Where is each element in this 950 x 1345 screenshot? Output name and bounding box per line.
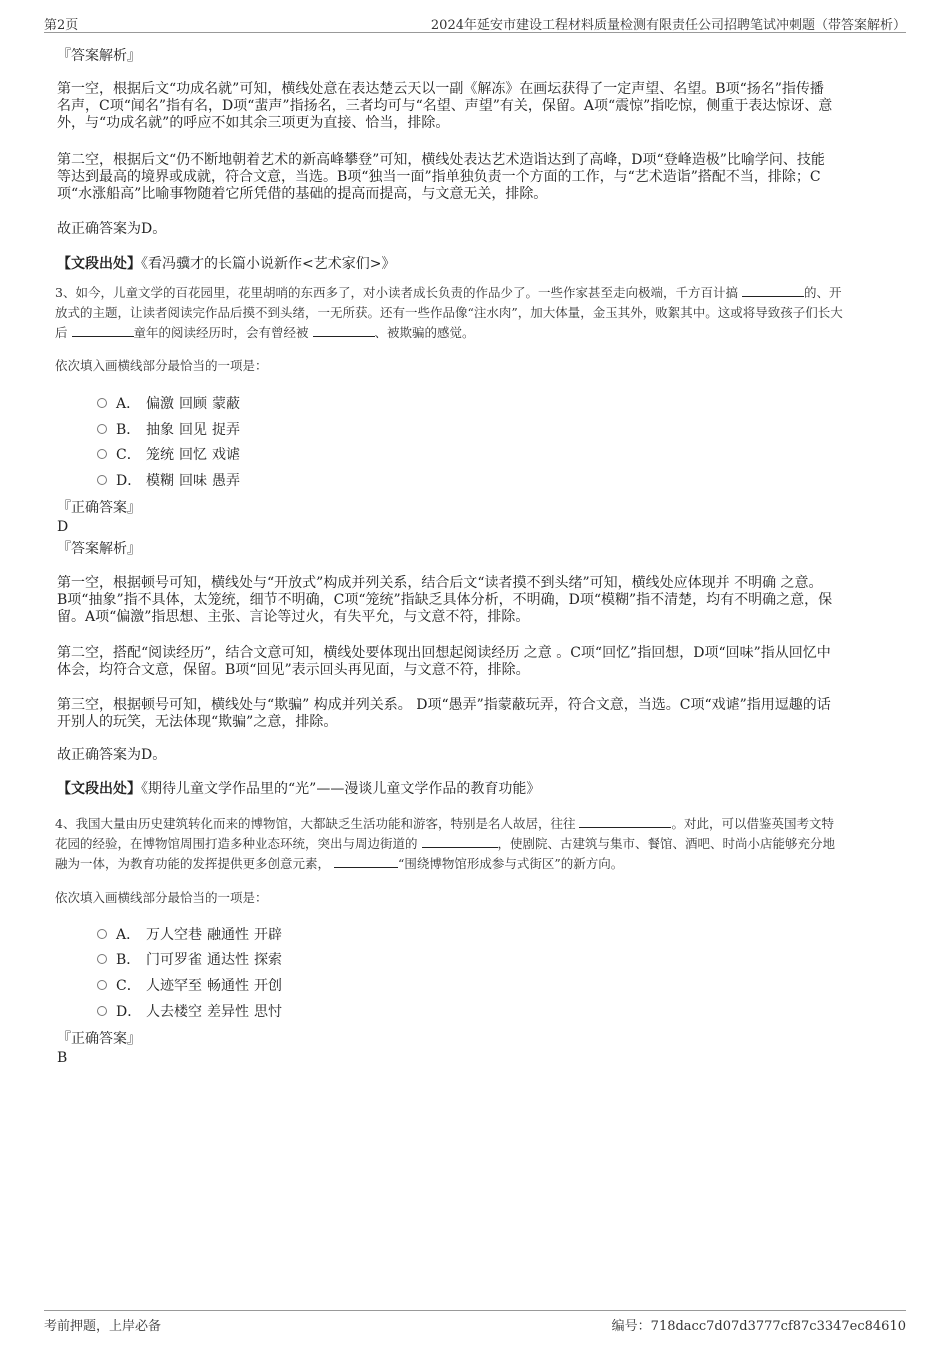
option-b[interactable]: B． 抽象 回见 捉弄 — [97, 420, 245, 440]
source-title: 《期待儿童文学作品里的“光”——漫谈儿童文学作品的教育功能》 — [141, 781, 541, 797]
text-line: 开别人的玩笑，无法体现“欺骗”之意，排除。 — [57, 714, 338, 730]
text-line: 名声，C项“闻名”指有名，D项“蜚声”指扬名，三者均可与“名望、声望”有关，保留。A项“震惊”指吃惊，侧重于表达惊讶、意 — [57, 98, 833, 114]
text-line: 第三空，根据顿号可知，横线处与“欺骗” 构成并列关系。 D项“愚弄”指蒙蔽玩弄，符合文意，当选。C项“戏谑”指用逗趣的话 — [57, 697, 831, 713]
source-title: 《看冯骥才的长篇小说新作<艺术家们>》 — [141, 256, 396, 272]
radio-icon[interactable] — [97, 449, 107, 459]
correct-answer-label: 『正确答案』 — [57, 1031, 141, 1047]
correct-answer: B — [57, 1050, 68, 1066]
text-line: 放式的主题，让读者阅读完作品后摸不到头绪，一无所获。还有一些作品像“注水肉”，加大体量，金玉其外，败絮其中。这或将导致孩子们长大 — [55, 305, 843, 320]
text-line: 第二空，搭配“阅读经历”，结合文意可知，横线处要体现出回想起阅读经历 之意 。C项“回忆”指回想，D项“回味”指从回忆中 — [57, 645, 831, 661]
analysis-paragraph — [57, 697, 888, 731]
radio-icon[interactable] — [97, 398, 107, 408]
option-c[interactable]: C． 人迹罕至 畅通性 开创 — [97, 976, 287, 996]
analysis-paragraph — [57, 575, 888, 626]
radio-icon[interactable] — [97, 980, 107, 990]
footer-slogan: 考前押题，上岸必备 — [44, 1319, 162, 1334]
answer-analysis-label: 『答案解析』 — [57, 48, 141, 64]
fill-blank — [313, 326, 375, 337]
source-citation — [57, 781, 888, 798]
fill-blank — [742, 286, 804, 297]
radio-icon[interactable] — [97, 954, 107, 964]
page-number: 第2页 — [44, 18, 79, 33]
text-line: 留。A项“偏激”指思想、主张、言论等过火，有失平允，与文意不符，排除。 — [57, 609, 530, 625]
radio-icon[interactable] — [97, 424, 107, 434]
analysis-paragraph — [57, 81, 888, 132]
fill-blank — [72, 326, 134, 337]
text-line: B项“抽象”指不具体，太笼统，细节不明确，C项“笼统”指缺乏具体分析，不明确，D项“模糊”指不清楚，均有不明确之意，保 — [57, 592, 833, 608]
text-line: 第一空，根据顿号可知，横线处与“开放式”构成并列关系，结合后文“读者摸不到头绪”可知，横线处应体现并 不明确 之意。 — [57, 575, 823, 591]
analysis-paragraph — [57, 152, 888, 203]
option-a[interactable]: A． 偏激 回顾 蒙蔽 — [97, 394, 245, 414]
question-stem — [55, 814, 902, 874]
question-prompt: 依次填入画横线部分最恰当的一项是： — [55, 358, 268, 373]
document-id: 编号：718dacc7d07d3777cf87c3347ec84610 — [611, 1319, 906, 1334]
text-line: 外，与“功成名就”的呼应不如其余三项更为直接、恰当，排除。 — [57, 115, 450, 131]
text-line: 项“水涨船高”比喻事物随着它所凭借的基础的提高而提高，与文意无关，排除。 — [57, 186, 548, 202]
text-line: 第一空，根据后文“功成名就”可知，横线处意在表达楚云天以一副《解冻》在画坛获得了一定声望、名望。B项“扬名”指传播 — [57, 81, 824, 97]
correct-answer: D — [57, 519, 69, 535]
text-line: 融为一体，为教育功能的发挥提供更多创意元素， “围绕博物馆形成参与式街区”的新方向。 — [55, 856, 624, 871]
text-line: 花园的经验，在博物馆周围打造多种业态环统，突出与周边街道的 ，使剧院、古建筑与集市、餐馆、酒吧、时尚小店能够充分地 — [55, 836, 836, 851]
page-header — [44, 10, 906, 33]
option-a[interactable]: A． 万人空巷 融通性 开辟 — [97, 925, 287, 945]
text-line: 后 童年的阅读经历时，会有曾经被 、被欺骗的感觉。 — [55, 325, 475, 340]
text-line: 4、我国大量由历史建筑转化而来的博物馆，大都缺乏生活功能和游客，特别是名人故居，往往 。对此，可以借鉴英国考文特 — [55, 816, 834, 831]
answer-analysis-label: 『答案解析』 — [57, 541, 141, 557]
question-stem — [55, 283, 902, 343]
analysis-paragraph — [57, 645, 888, 679]
text-line: 3、如今，儿童文学的百花园里，花里胡哨的东西多了，对小读者成长负责的作品少了。一些作家甚至走向极端，千方百计搞 的、开 — [55, 285, 842, 300]
text-line: 体会，均符合文意，保留。B项“回见”表示回头再见面，与文意不符，排除。 — [57, 662, 530, 678]
option-d[interactable]: D． 人去楼空 差异性 思忖 — [97, 1002, 287, 1022]
source-tag: 【文段出处】 — [57, 781, 141, 797]
option-c[interactable]: C． 笼统 回忆 戏谑 — [97, 445, 245, 465]
conclusion: 故正确答案为D。 — [57, 221, 167, 237]
fill-blank — [579, 817, 671, 828]
fill-blank — [422, 837, 498, 848]
question-prompt: 依次填入画横线部分最恰当的一项是： — [55, 890, 268, 905]
correct-answer-label: 『正确答案』 — [57, 500, 141, 516]
text-line: 等达到最高的境界或成就，符合文意，当选。B项“独当一面”指单独负责一个方面的工作，与“艺术造诣”搭配不当，排除；C — [57, 169, 821, 185]
fill-blank — [334, 857, 398, 868]
source-citation — [57, 256, 888, 273]
document-title: 2024年延安市建设工程材料质量检测有限责任公司招聘笔试冲刺题（带答案解析） — [430, 18, 906, 33]
radio-icon[interactable] — [97, 1006, 107, 1016]
page-footer — [44, 1310, 906, 1334]
radio-icon[interactable] — [97, 929, 107, 939]
text-line: 第二空，根据后文“仍不断地朝着艺术的新高峰攀登”可知，横线处表达艺术造诣达到了高峰，D项“登峰造极”比喻学问、技能 — [57, 152, 825, 168]
option-b[interactable]: B． 门可罗雀 通达性 探索 — [97, 950, 287, 970]
conclusion: 故正确答案为D。 — [57, 747, 167, 763]
option-d[interactable]: D． 模糊 回味 愚弄 — [97, 471, 245, 491]
source-tag: 【文段出处】 — [57, 256, 141, 272]
radio-icon[interactable] — [97, 475, 107, 485]
